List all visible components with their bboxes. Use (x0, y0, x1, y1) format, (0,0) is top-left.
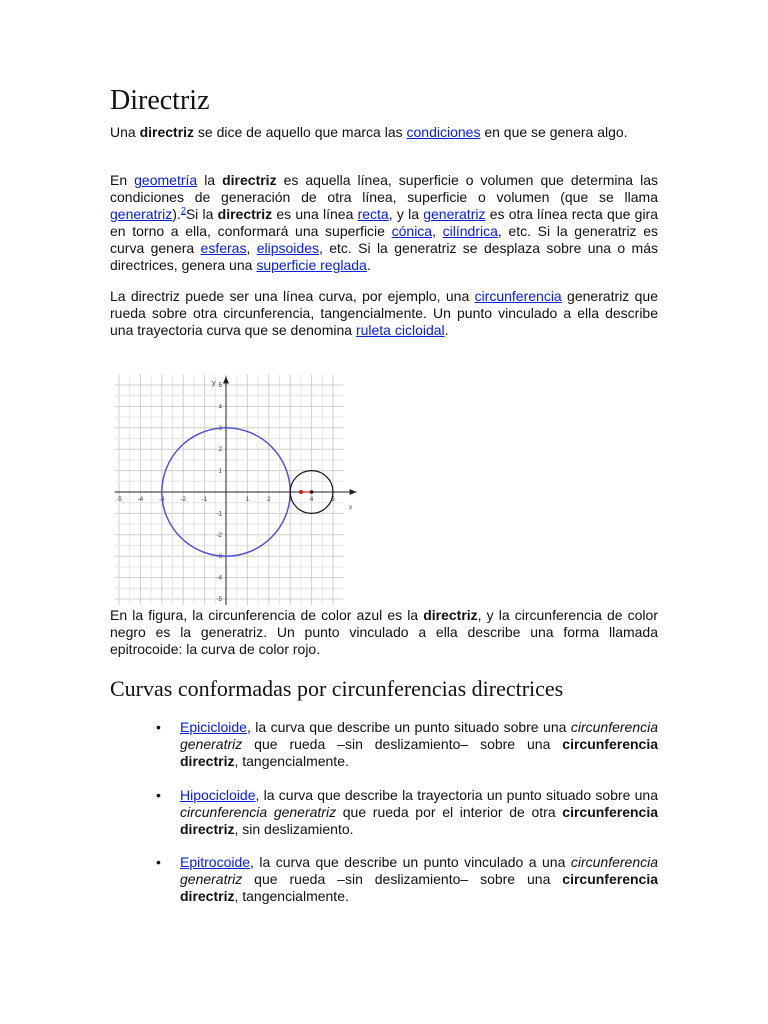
generatrix-center-point (310, 490, 314, 494)
bold-term: circunferencia directriz (180, 871, 658, 904)
link-conica[interactable]: cónica (391, 223, 433, 239)
link-hipocicloide[interactable]: Hipocicloide (180, 787, 256, 803)
text: es una línea (272, 206, 358, 222)
figure-caption (110, 607, 658, 658)
text: , tangencialmente. (234, 753, 349, 769)
list-item (156, 787, 659, 838)
text: , (432, 223, 443, 239)
y-tick-label: -1 (216, 511, 222, 518)
link-geometria[interactable]: geometría (134, 172, 198, 188)
text: , (246, 240, 257, 256)
text: , la curva que describe la trayectoria un punto situado sobre una (255, 787, 658, 803)
bullet-icon: • (156, 787, 161, 803)
link-generatriz[interactable]: generatriz (110, 206, 173, 222)
x-axis-label: x (349, 505, 353, 511)
bold-term: circunferencia directriz (180, 804, 659, 837)
bold-term: circunferencia directriz (180, 736, 658, 769)
traced-point (299, 490, 303, 494)
y-tick-label: -4 (216, 575, 222, 582)
y-tick-label: 4 (218, 404, 222, 411)
section-heading: Curvas conformadas por circunferencias directrices (110, 676, 564, 701)
x-tick-label: 5 (331, 497, 335, 503)
y-axis-label: y (212, 380, 216, 387)
y-axis-arrow-icon (223, 376, 229, 383)
italic-term: circunferencia generatriz (180, 719, 658, 752)
x-tick-label: -5 (116, 497, 122, 503)
page-title: Directriz (110, 85, 210, 116)
y-tick-label: -3 (216, 554, 222, 561)
text: , tangencialmente. (234, 888, 349, 904)
link-epitrocoide[interactable]: Epitrocoide (180, 854, 251, 870)
geometry-paragraph (110, 172, 658, 274)
text: , la curva que describe un punto vinculado a una (250, 854, 571, 870)
link-esferas[interactable]: esferas (200, 240, 247, 256)
text: En (110, 172, 135, 188)
text: que rueda por el interior de otra (336, 804, 563, 820)
text: Una (110, 124, 140, 140)
text: que rueda –sin deslizamiento– sobre una (242, 871, 563, 887)
bold-term: directriz (222, 172, 277, 188)
bullet-icon: • (156, 719, 161, 735)
text: , etc. Si la generatriz es curva genera (110, 223, 659, 256)
link-condiciones[interactable]: condiciones (406, 124, 481, 140)
link-circunferencia[interactable]: circunferencia (474, 288, 562, 304)
link-cilindrica[interactable]: cilíndrica (442, 223, 498, 239)
link-epicicloide[interactable]: Epicicloide (180, 719, 247, 735)
text: se dice de aquello que marca las (194, 124, 407, 140)
text: . (366, 257, 371, 273)
curve-paragraph (110, 288, 658, 339)
x-tick-label: -2 (180, 497, 186, 503)
bold-term: directriz (217, 206, 273, 222)
text: en que se genera algo. (480, 124, 628, 140)
list-item (156, 719, 658, 770)
y-tick-label: 1 (218, 468, 222, 475)
x-tick-label: -4 (137, 497, 144, 503)
bold-term: directriz (423, 607, 478, 623)
italic-term: circunferencia generatriz (180, 854, 658, 887)
x-tick-label: 2 (267, 497, 271, 503)
link-ruleta-cicloidal[interactable]: ruleta cicloidal (355, 322, 445, 338)
y-tick-label: -5 (216, 597, 222, 603)
y-tick-label: -2 (216, 532, 222, 539)
text: , la curva que describe un punto situado sobre una (246, 719, 571, 735)
text: la (197, 172, 223, 188)
x-tick-label: -3 (159, 497, 165, 503)
x-axis-arrow-icon (350, 489, 357, 495)
text: ). (172, 206, 181, 222)
link-elipsoides[interactable]: elipsoides (256, 240, 319, 256)
text: . (444, 322, 449, 338)
text: , y la (388, 206, 424, 222)
link-recta[interactable]: recta (357, 206, 389, 222)
x-tick-label: 4 (309, 497, 314, 503)
reference-link[interactable]: 2 (180, 205, 186, 216)
text: , y la circunferencia de color negro es la generatriz. Un punto vinculado a ella describe una forma llamada epitrocoide: la curva de color rojo. (110, 607, 658, 657)
link-generatriz-2[interactable]: generatriz (423, 206, 486, 222)
y-tick-label: 3 (218, 425, 222, 432)
text: Si la (185, 206, 218, 222)
text: La directriz puede ser una línea curva, por ejemplo, una (110, 288, 475, 304)
text: es otra línea recta que gira en torno a ella, conformará una superficie (110, 206, 658, 239)
link-superficie-reglada[interactable]: superficie reglada (256, 257, 367, 273)
text: es aquella línea, superficie o volumen que determina las condiciones de generación de otra línea, superficie o volumen (que se llama (110, 172, 658, 205)
text: generatriz que rueda sobre otra circunferencia, tangencialmente. Un punto vinculado a ella describe una trayectoria curva que se denomina (110, 288, 658, 338)
text: , sin deslizamiento. (234, 821, 354, 837)
x-tick-label: -1 (201, 497, 208, 503)
text: que rueda –sin deslizamiento– sobre una (242, 736, 563, 752)
x-tick-label: 1 (245, 497, 250, 503)
text: En la figura, la circunferencia de color azul es la (110, 607, 424, 623)
intro-paragraph (110, 124, 658, 141)
x-tick-label: 3 (288, 497, 292, 503)
text: , etc. Si la generatriz se desplaza sobre una o más directrices, genera una (110, 240, 659, 273)
bullet-icon: • (156, 854, 161, 870)
list-item (156, 854, 658, 905)
bold-term: directriz (139, 124, 195, 140)
epitrochoid-figure (110, 367, 362, 605)
y-tick-label: 2 (218, 447, 222, 454)
italic-term: circunferencia generatriz (180, 804, 337, 820)
y-tick-label: 5 (218, 383, 222, 389)
